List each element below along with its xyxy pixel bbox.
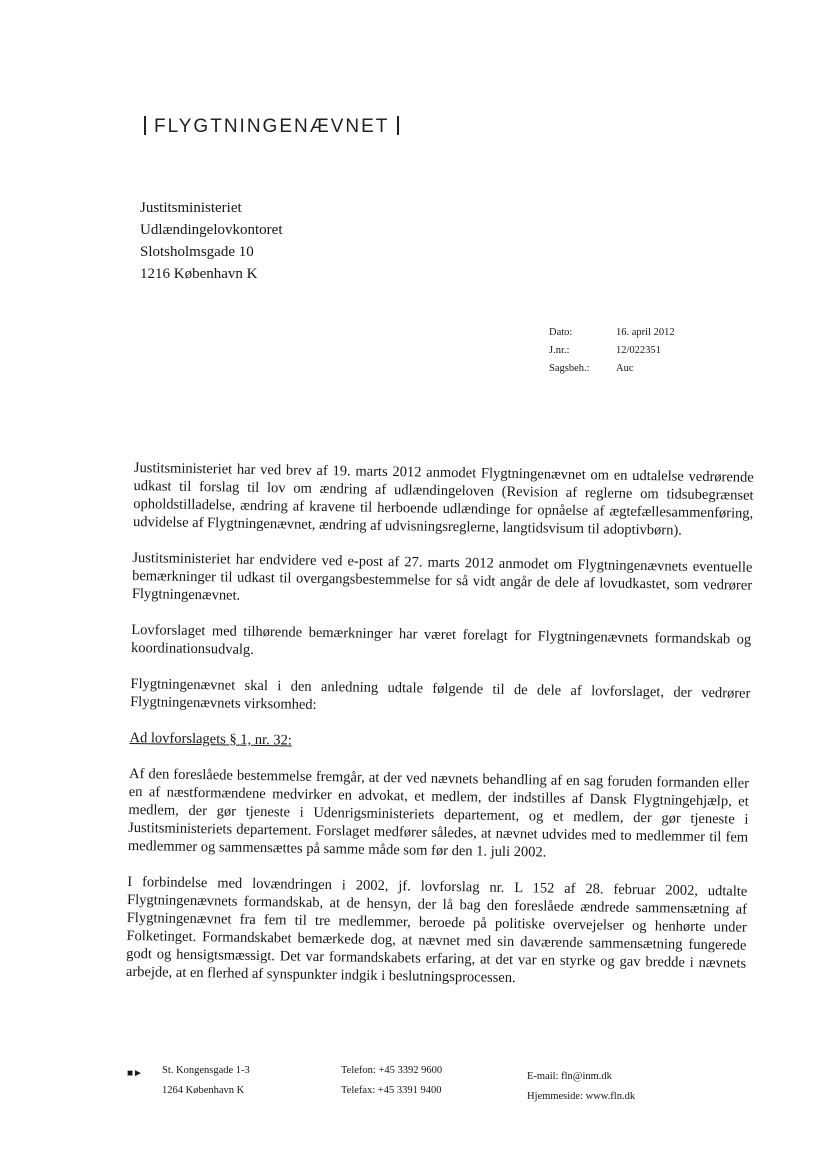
footer-phone-line: Telefon: +45 3392 9600 bbox=[341, 1065, 443, 1076]
logo-bar-left bbox=[144, 116, 146, 135]
body-paragraph: Flygtningenævnet skal i den anledning udtale følgende til de dele af lovforslaget, der vedrører Flygtningenævnets virksomhed: bbox=[130, 675, 751, 713]
footer-phone bbox=[341, 1061, 442, 1101]
meta-value: 12/022351 bbox=[616, 345, 661, 356]
meta-row-caseworker bbox=[549, 360, 675, 378]
body-paragraph: Justitsministeriet har ved brev af 19. marts 2012 anmodet Flygtningenævnet om en udtalelse vedrørende udkast til forslag til lov om ændring af udlændingeloven (Revision af reglerne om tidsubegrænset opholdstilladelse, ændring af kravene til herboende udlændinge for opnåelse af ægtefællesammenføring, udvidelse af Flygtningenævnet, ændring af udvisningsreglerne, langtidsvisum til adoptivbørn). bbox=[132, 459, 754, 539]
meta-row-date bbox=[549, 324, 675, 342]
recipient-address bbox=[140, 197, 283, 285]
footer-fax-line: Telefax: +45 3391 9400 bbox=[341, 1085, 442, 1096]
meta-value: Auc bbox=[616, 363, 634, 374]
recipient-line: Udlændingelovkontoret bbox=[140, 222, 283, 238]
recipient-line: Justitsministeriet bbox=[140, 200, 242, 216]
recipient-line: Slotsholmsgade 10 bbox=[140, 244, 254, 260]
meta-row-jnr bbox=[549, 342, 675, 360]
body-paragraph: Af den foreslåede bestemmelse fremgår, at der ved nævnets behandling af en sag foruden formanden eller en af næstformændene medvirker en advokat, et medlem, der indstilles af Dansk Flygtningehjælp, et medlem, der gør tjeneste i Udenrigsministeriets departement, og et medlem, der gør tjeneste i Justitsministeriets departement. Forslaget medfører således, at nævnet udvides med to medlemmer til fem medlemmer og sammensættes på samme måde som før den 1. juli 2002. bbox=[127, 765, 750, 861]
meta-label: Sagsbeh.: bbox=[549, 363, 590, 374]
footer-address-line: 1264 København K bbox=[162, 1085, 245, 1096]
footer-contact bbox=[527, 1067, 635, 1107]
body-paragraph: Justitsministeriet har endvidere ved e-post af 27. marts 2012 anmodet om Flygtningenævnets eventuelle bemærkninger til udkast til overgangsbestemmelse for så vidt angår de dele af lovudkastet, som vedrører Flygtningenævnet. bbox=[131, 549, 753, 604]
letter-meta bbox=[549, 324, 675, 378]
footer-email: E-mail: fln@inm.dk bbox=[527, 1071, 612, 1082]
meta-label: J.nr.: bbox=[549, 345, 570, 356]
body-paragraph: Lovforslaget med tilhørende bemærkninger har været forelagt for Flygtningenævnets formandskab og koordinationsudvalg. bbox=[130, 621, 752, 658]
footer-address bbox=[162, 1061, 250, 1101]
letterhead-logo bbox=[144, 116, 399, 138]
body-paragraph: I forbindelse med lovændringen i 2002, jf. lovforslag nr. L 152 af 28. februar 2002, udtalte Flygtningenævnets formandskab, at de hensyn, der lå bag den foreslåede ændrede sammensætning af Flygtningenævnet fra fem til tre medlemmer, beroede på politiske overvejelser og henhørte under Folketinget. Formandskabet bemærkede dog, at nævnet med sin daværende sammensætning fungerede godt og hensigtsmæssigt. Det var formandskabets erfaring, at det var en styrke og gav bredde i nævnets arbejde, at en flerhed af synspunkter indgik i beslutningsprocessen. bbox=[125, 873, 748, 987]
footer-address-line: St. Kongensgade 1-3 bbox=[162, 1065, 250, 1076]
meta-value: 16. april 2012 bbox=[616, 327, 675, 338]
recipient-line: 1216 København K bbox=[140, 266, 258, 282]
letter-body bbox=[126, 459, 754, 1009]
letterhead-name: FLYGTNINGENÆVNET bbox=[154, 116, 390, 137]
arrow-icon: ■► bbox=[127, 1068, 143, 1079]
logo-bar-right bbox=[397, 116, 399, 135]
meta-label: Dato: bbox=[549, 327, 573, 338]
footer-web: Hjemmeside: www.fln.dk bbox=[527, 1091, 636, 1102]
section-heading: Ad lovforslagets § 1, nr. 32: bbox=[129, 729, 293, 749]
